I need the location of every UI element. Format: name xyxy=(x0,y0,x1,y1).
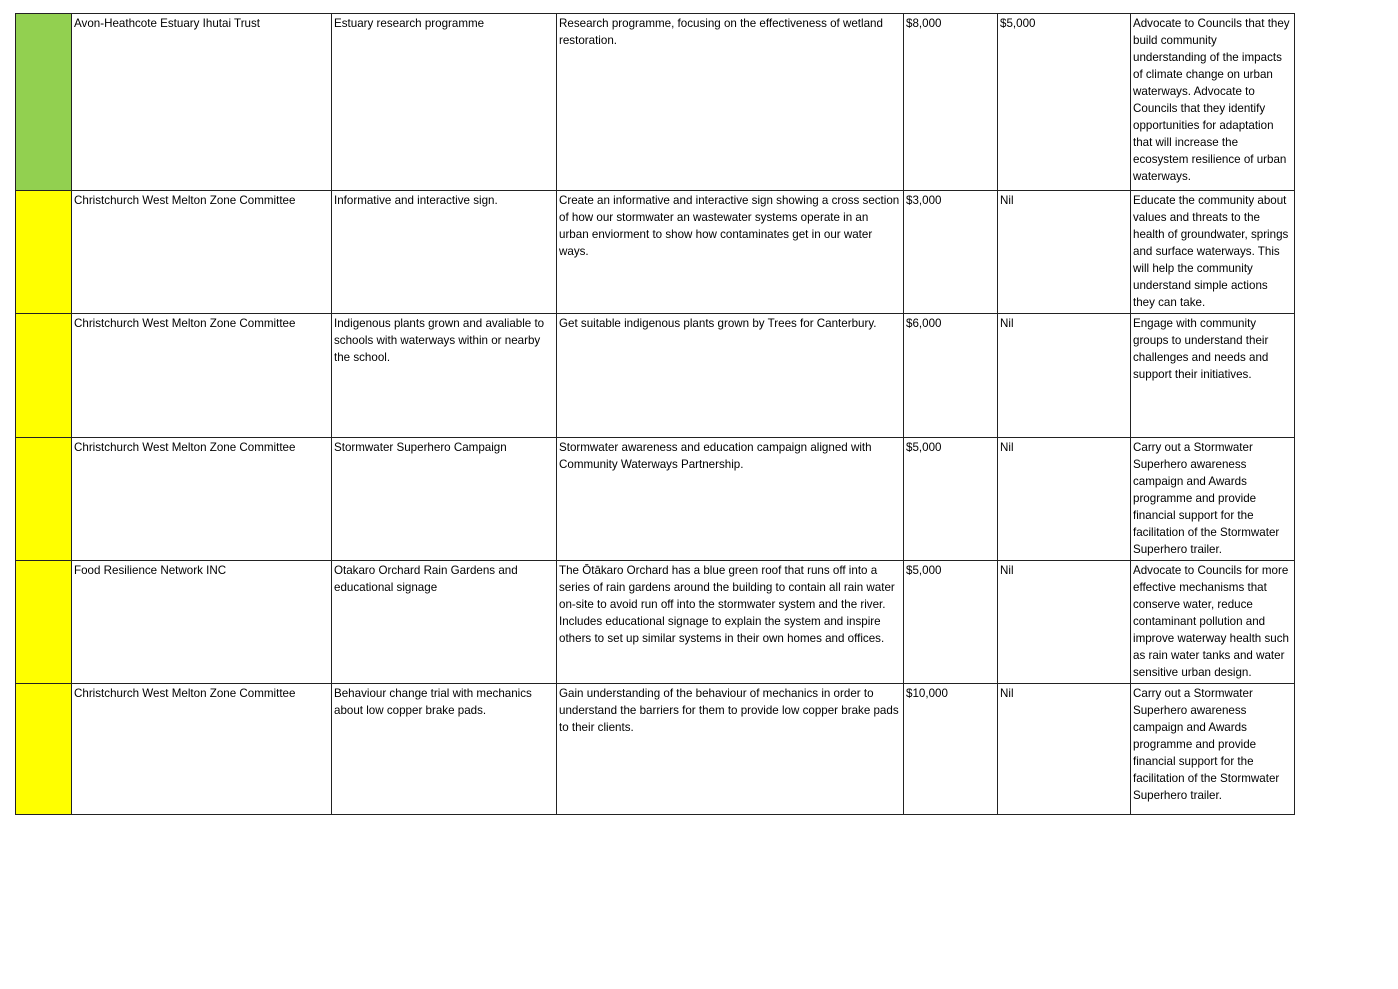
description-cell: The Ōtākaro Orchard has a blue green roof that runs off into a series of rain gardens around the building to contain all rain water on-site to avoid run off into the stormwater system and the river. Includes educational signage to explain the system and inspire others to set up similar systems in their own homes and offices. xyxy=(557,561,904,684)
requested-amount-cell: $3,000 xyxy=(904,191,998,314)
status-color-cell xyxy=(16,561,72,684)
project-cell: Estuary research programme xyxy=(332,14,557,191)
project-cell: Stormwater Superhero Campaign xyxy=(332,438,557,561)
table-row xyxy=(16,191,1295,314)
organisation-cell: Christchurch West Melton Zone Committee xyxy=(72,314,332,438)
outcome-cell: Engage with community groups to understand their challenges and needs and support their initiatives. xyxy=(1131,314,1295,438)
requested-amount-cell: $6,000 xyxy=(904,314,998,438)
project-cell: Indigenous plants grown and avaliable to schools with waterways within or nearby the school. xyxy=(332,314,557,438)
requested-amount-cell: $5,000 xyxy=(904,438,998,561)
table-row xyxy=(16,314,1295,438)
recommended-amount-cell: Nil xyxy=(998,314,1131,438)
status-color-cell xyxy=(16,191,72,314)
outcome-cell: Carry out a Stormwater Superhero awareness campaign and Awards programme and provide financial support for the facilitation of the Stormwater Superhero trailer. xyxy=(1131,438,1295,561)
status-color-cell xyxy=(16,14,72,191)
organisation-cell: Food Resilience Network INC xyxy=(72,561,332,684)
outcome-cell: Carry out a Stormwater Superhero awareness campaign and Awards programme and provide financial support for the facilitation of the Stormwater Superhero trailer. xyxy=(1131,684,1295,815)
project-cell: Informative and interactive sign. xyxy=(332,191,557,314)
recommended-amount-cell: $5,000 xyxy=(998,14,1131,191)
organisation-cell: Christchurch West Melton Zone Committee xyxy=(72,684,332,815)
description-cell: Create an informative and interactive sign showing a cross section of how our stormwater an wastewater systems operate in an urban enviorment to show how contaminates get in our water ways. xyxy=(557,191,904,314)
table-row xyxy=(16,684,1295,815)
table-row xyxy=(16,14,1295,191)
requested-amount-cell: $5,000 xyxy=(904,561,998,684)
recommended-amount-cell: Nil xyxy=(998,684,1131,815)
project-cell: Otakaro Orchard Rain Gardens and educational signage xyxy=(332,561,557,684)
description-cell: Stormwater awareness and education campaign aligned with Community Waterways Partnership. xyxy=(557,438,904,561)
recommended-amount-cell: Nil xyxy=(998,191,1131,314)
funding-table xyxy=(15,13,1295,815)
outcome-cell: Educate the community about values and threats to the health of groundwater, springs and surface waterways. This will help the community understand simple actions they can take. xyxy=(1131,191,1295,314)
organisation-cell: Christchurch West Melton Zone Committee xyxy=(72,191,332,314)
requested-amount-cell: $10,000 xyxy=(904,684,998,815)
description-cell: Research programme, focusing on the effectiveness of wetland restoration. xyxy=(557,14,904,191)
recommended-amount-cell: Nil xyxy=(998,561,1131,684)
status-color-cell xyxy=(16,314,72,438)
status-color-cell xyxy=(16,438,72,561)
organisation-cell: Avon-Heathcote Estuary Ihutai Trust xyxy=(72,14,332,191)
table-row xyxy=(16,561,1295,684)
description-cell: Get suitable indigenous plants grown by Trees for Canterbury. xyxy=(557,314,904,438)
outcome-cell: Advocate to Councils that they build community understanding of the impacts of climate change on urban waterways. Advocate to Councils that they identify opportunities for adaptation that will increase the ecosystem resilience of urban waterways. xyxy=(1131,14,1295,191)
requested-amount-cell: $8,000 xyxy=(904,14,998,191)
description-cell: Gain understanding of the behaviour of mechanics in order to understand the barriers for them to provide low copper brake pads to their clients. xyxy=(557,684,904,815)
status-color-cell xyxy=(16,684,72,815)
table-row xyxy=(16,438,1295,561)
project-cell: Behaviour change trial with mechanics about low copper brake pads. xyxy=(332,684,557,815)
outcome-cell: Advocate to Councils for more effective mechanisms that conserve water, reduce contaminant pollution and improve waterway health such as rain water tanks and water sensitive urban design. xyxy=(1131,561,1295,684)
recommended-amount-cell: Nil xyxy=(998,438,1131,561)
organisation-cell: Christchurch West Melton Zone Committee xyxy=(72,438,332,561)
